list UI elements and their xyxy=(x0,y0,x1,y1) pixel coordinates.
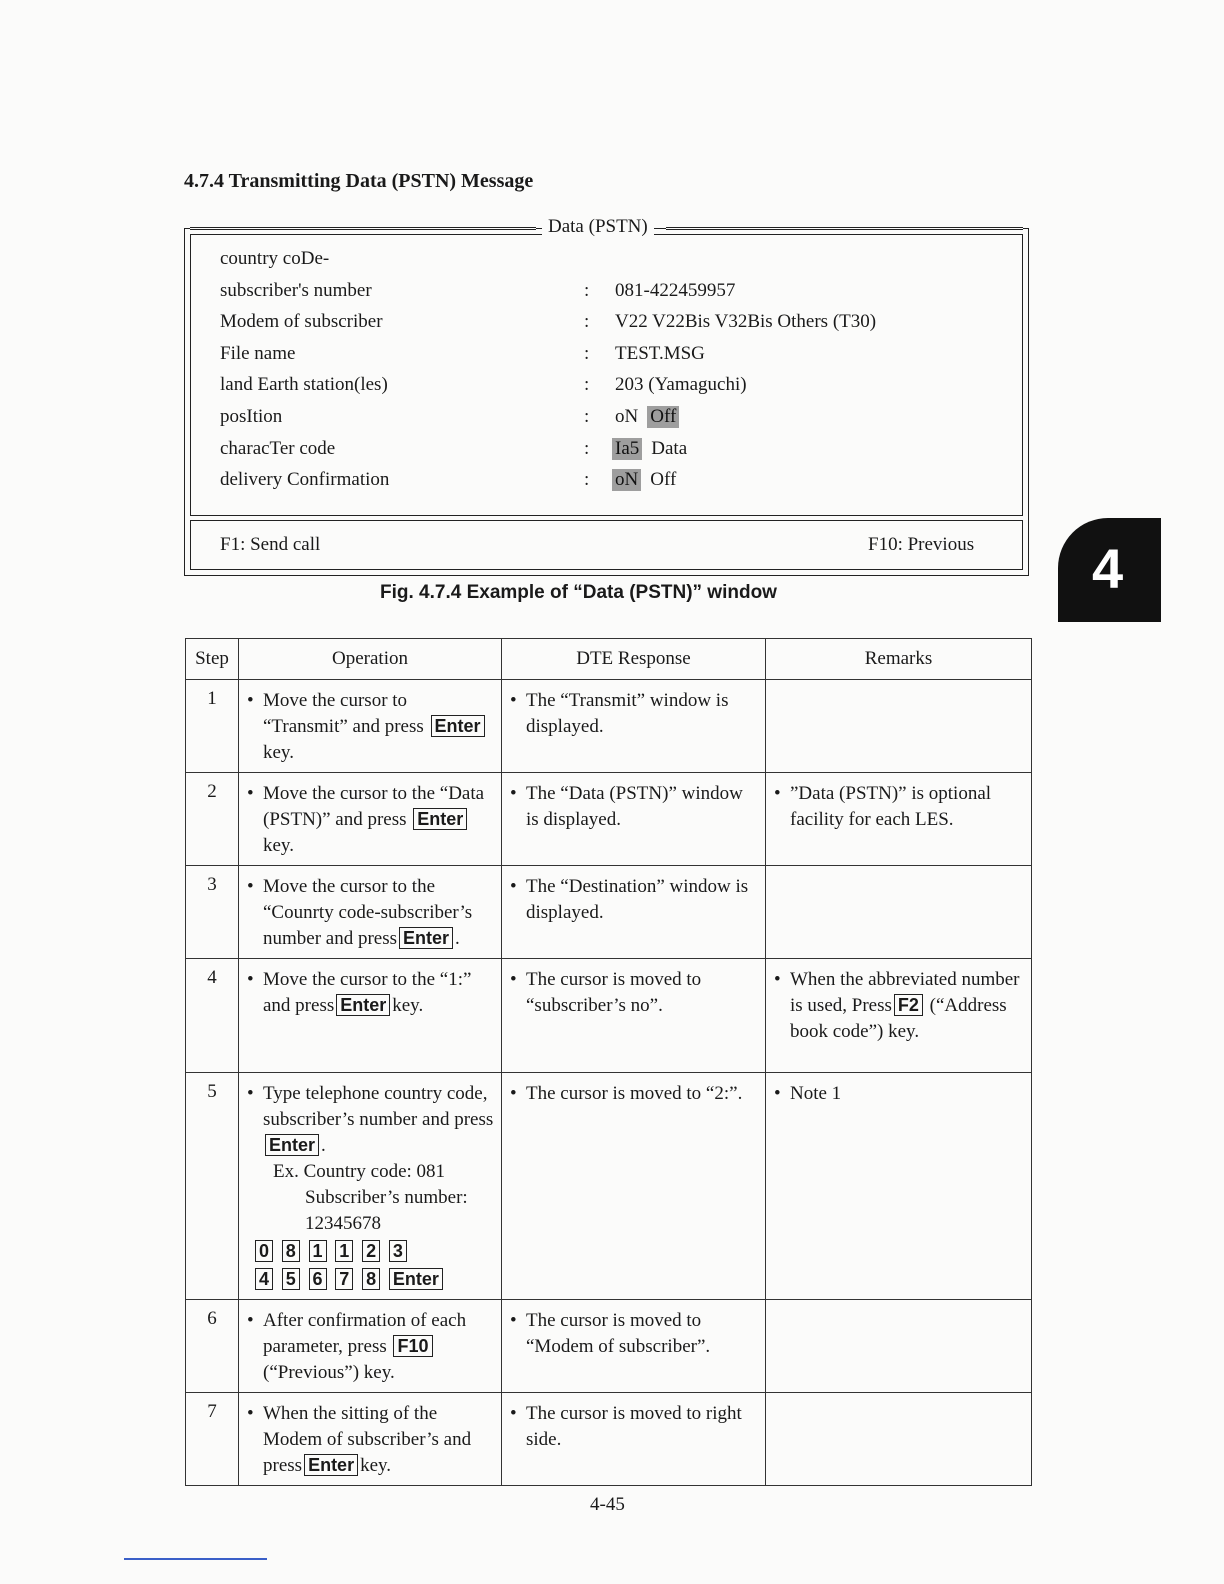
response-text: The cursor is moved to right side. xyxy=(526,1403,742,1450)
field-colon: : xyxy=(584,374,590,395)
remarks-cell xyxy=(766,866,1032,959)
operation-text: key. xyxy=(392,995,424,1016)
operation-cell: • Type telephone country code, subscriber’s number and pressEnter . Ex. Country code: 081 Subscriber’s number: 12345678 0 8 1 1 2 3 4 5 6 7 8 Enter xyxy=(239,1073,502,1300)
table-row xyxy=(186,773,1032,866)
enter-key: Enter xyxy=(304,1454,358,1476)
field-label: characTer code xyxy=(220,438,336,459)
operation-text: Move the cursor to the “1:” and press xyxy=(263,969,472,1016)
digit-key: 5 xyxy=(282,1268,300,1290)
field-label: delivery Confirmation xyxy=(220,469,390,490)
table-row xyxy=(186,1393,1032,1486)
table-row xyxy=(186,959,1032,1073)
option[interactable]: 081-422459957 xyxy=(615,280,736,301)
enter-key: Enter xyxy=(431,715,485,737)
field-value xyxy=(612,406,685,428)
send-call-key[interactable]: F1: Send call xyxy=(220,534,321,555)
step-number: 4 xyxy=(186,959,239,1073)
scan-edge-line xyxy=(124,1558,267,1560)
enter-key: Enter xyxy=(265,1134,319,1156)
option[interactable]: oN xyxy=(615,406,639,427)
remarks-text: (“Address book code”) key. xyxy=(790,995,1007,1042)
digit-key: 3 xyxy=(389,1240,407,1262)
operation-cell: • When the sitting of the Modem of subscriber’s and press Enter key. xyxy=(239,1393,502,1486)
field-colon: : xyxy=(584,438,590,459)
response-cell: • The “Transmit” window is displayed. xyxy=(502,680,766,773)
table-row xyxy=(186,680,1032,773)
digit-key: 7 xyxy=(335,1268,353,1290)
field-value xyxy=(612,311,885,333)
response-text: The “Data (PSTN)” window is displayed. xyxy=(526,783,743,830)
field-label: subscriber's number xyxy=(220,280,372,301)
option[interactable]: V22 V22Bis V32Bis Others (T30) xyxy=(615,311,877,332)
example-subscriber-label: Subscriber’s number: xyxy=(305,1187,468,1208)
remarks-text: Note 1 xyxy=(790,1083,842,1104)
enter-key: Enter xyxy=(389,1268,443,1290)
figure-caption: Fig. 4.7.4 Example of “Data (PSTN)” window xyxy=(380,582,777,603)
field-label: File name xyxy=(220,343,296,364)
table-row xyxy=(186,1073,1032,1300)
operation-text: key. xyxy=(360,1455,392,1476)
field-value xyxy=(612,374,756,396)
field-value xyxy=(612,438,696,460)
operation-text: Type telephone country code, subscriber’s number and press xyxy=(263,1083,494,1130)
selected-option[interactable]: Off xyxy=(647,406,679,428)
field-label: country coDe- xyxy=(220,248,330,269)
enter-key: Enter xyxy=(399,927,453,949)
table-row xyxy=(186,866,1032,959)
operation-cell: • Move the cursor to “Transmit” and press Enter key. xyxy=(239,680,502,773)
response-cell: • The “Data (PSTN)” window is displayed. xyxy=(502,773,766,866)
window-title: Data (PSTN) xyxy=(542,216,654,238)
field-label: Modem of subscriber xyxy=(220,311,383,332)
steps-table xyxy=(185,638,1032,1486)
remarks-cell xyxy=(766,1393,1032,1486)
response-text: The “Transmit” window is displayed. xyxy=(526,690,729,737)
step-number: 6 xyxy=(186,1300,239,1393)
digit-key: 8 xyxy=(362,1268,380,1290)
operation-text: Move the cursor to “Transmit” and press xyxy=(263,690,424,737)
response-cell: • The cursor is moved to “2:”. xyxy=(502,1073,766,1300)
operation-text: . xyxy=(321,1135,326,1156)
remarks-cell: • When the abbreviated number is used, Press F2 (“Address book code”) key. xyxy=(766,959,1032,1073)
title-rule-left xyxy=(190,227,536,230)
remarks-text: ”Data (PSTN)” is optional facility for each LES. xyxy=(790,783,992,830)
field-colon: : xyxy=(584,311,590,332)
option[interactable]: TEST.MSG xyxy=(615,343,705,364)
response-text: The cursor is moved to “2:”. xyxy=(526,1083,743,1104)
option[interactable]: Data xyxy=(651,438,688,459)
field-label: posItion xyxy=(220,406,283,427)
operation-text: key. xyxy=(263,742,294,763)
field-colon: : xyxy=(584,343,590,364)
field-value xyxy=(612,469,685,491)
f2-key: F2 xyxy=(894,994,923,1016)
digit-key: 1 xyxy=(335,1240,353,1262)
digit-key: 8 xyxy=(282,1240,300,1262)
header-remarks: Remarks xyxy=(766,639,1032,680)
chapter-number: 4 xyxy=(1092,537,1124,600)
response-text: The cursor is moved to “Modem of subscriber”. xyxy=(526,1310,711,1357)
key-sequence-row-1 xyxy=(247,1239,495,1265)
header-operation: Operation xyxy=(239,639,502,680)
window-title-bar xyxy=(190,218,1023,238)
field-value xyxy=(612,280,744,302)
field-value xyxy=(612,343,714,365)
section-title: 4.7.4 Transmitting Data (PSTN) Message xyxy=(184,170,534,192)
remarks-cell xyxy=(766,680,1032,773)
chapter-badge xyxy=(1058,518,1161,622)
operation-cell: • Move the cursor to the “Counrty code-subscriber’s number and press Enter . xyxy=(239,866,502,959)
selected-option[interactable]: oN xyxy=(612,469,641,491)
response-text: The “Destination” window is displayed. xyxy=(526,876,749,923)
selected-option[interactable]: Ia5 xyxy=(612,438,642,460)
table-row xyxy=(186,1300,1032,1393)
operation-text: (“Previous”) key. xyxy=(263,1362,395,1383)
field-colon: : xyxy=(584,469,590,490)
response-cell: • The cursor is moved to right side. xyxy=(502,1393,766,1486)
example-country-code: Ex. Country code: 081 xyxy=(273,1161,446,1182)
response-cell: • The cursor is moved to “Modem of subscriber”. xyxy=(502,1300,766,1393)
operation-text: Move the cursor to the “Counrty code-subscriber’s number and press xyxy=(263,876,473,949)
enter-key: Enter xyxy=(413,808,467,830)
header-dte-response: DTE Response xyxy=(502,639,766,680)
page-number: 4-45 xyxy=(590,1494,625,1515)
field-colon: : xyxy=(584,280,590,301)
operation-text: After confirmation of each parameter, press xyxy=(263,1310,467,1357)
operation-cell: • After confirmation of each parameter, press F10 (“Previous”) key. xyxy=(239,1300,502,1393)
step-number: 7 xyxy=(186,1393,239,1486)
step-number: 3 xyxy=(186,866,239,959)
operation-text: Move the cursor to the “Data (PSTN)” and press xyxy=(263,783,485,830)
response-cell: • The cursor is moved to “subscriber’s no”. xyxy=(502,959,766,1073)
response-cell: • The “Destination” window is displayed. xyxy=(502,866,766,959)
header-step: Step xyxy=(186,639,239,680)
remarks-cell: • Note 1 xyxy=(766,1073,1032,1300)
digit-key: 0 xyxy=(255,1240,273,1262)
operation-cell: • Move the cursor to the “Data (PSTN)” and press Enter key. xyxy=(239,773,502,866)
operation-text: When the sitting of the Modem of subscriber’s and press xyxy=(263,1403,472,1476)
digit-key: 2 xyxy=(362,1240,380,1262)
field-colon: : xyxy=(584,406,590,427)
previous-key[interactable]: F10: Previous xyxy=(868,534,975,555)
remarks-cell xyxy=(766,1300,1032,1393)
step-number: 2 xyxy=(186,773,239,866)
digit-key: 6 xyxy=(309,1268,327,1290)
step-number: 1 xyxy=(186,680,239,773)
remarks-cell: • ”Data (PSTN)” is optional facility for each LES. xyxy=(766,773,1032,866)
response-text: The cursor is moved to “subscriber’s no”. xyxy=(526,969,702,1016)
option[interactable]: 203 (Yamaguchi) xyxy=(615,374,747,395)
field-label: land Earth station(les) xyxy=(220,374,388,395)
operation-text: key. xyxy=(263,835,294,856)
option[interactable]: Off xyxy=(650,469,677,490)
step-number: 5 xyxy=(186,1073,239,1300)
table-header-row xyxy=(186,639,1032,680)
remarks-text: When the abbreviated number is used, Press xyxy=(790,969,1020,1016)
title-rule-right xyxy=(666,227,1023,230)
f10-key: F10 xyxy=(393,1335,432,1357)
digit-key: 1 xyxy=(309,1240,327,1262)
operation-text: . xyxy=(455,928,460,949)
digit-key: 4 xyxy=(255,1268,273,1290)
example-subscriber-number: 12345678 xyxy=(305,1213,381,1234)
enter-key: Enter xyxy=(336,994,390,1016)
operation-cell: • Move the cursor to the “1:” and press Enter key. xyxy=(239,959,502,1073)
key-sequence-row-2 xyxy=(247,1267,495,1293)
